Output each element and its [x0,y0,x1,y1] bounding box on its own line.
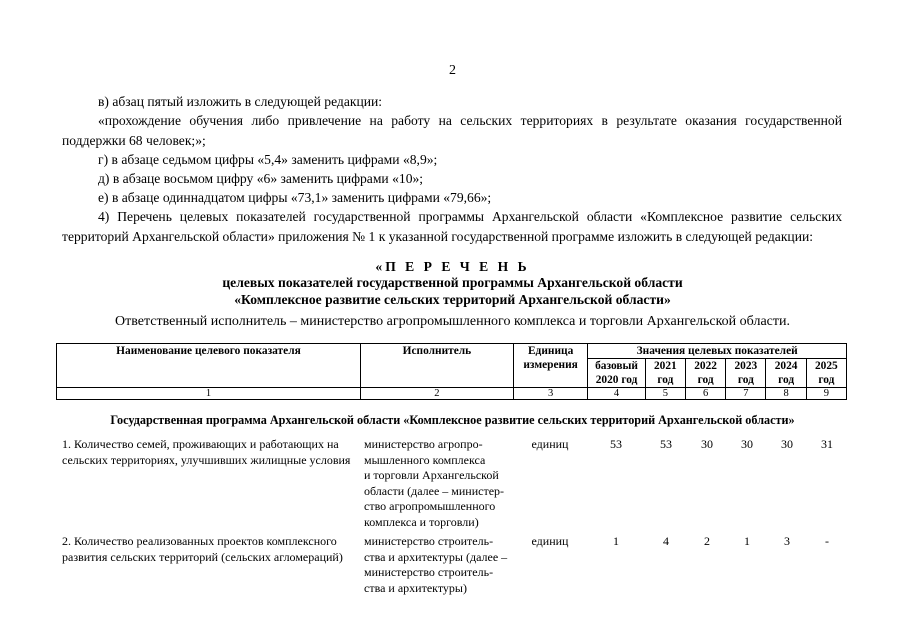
column-number: 4 [588,388,645,400]
value-base-2020: 1 [613,534,619,548]
header-year-base: базовый 2020 год [588,359,645,388]
column-number: 2 [360,388,513,400]
header-year-2024: 2024 год [766,359,806,388]
paragraph-v: в) абзац пятый изложить в следующей редакции: [98,94,383,109]
list-subtitle: целевых показателей государственной программы Архангельской области [222,275,683,290]
header-year-2022: 2022 год [685,359,725,388]
value-2024: 3 [784,534,790,548]
value-2022: 30 [701,437,713,451]
value-2025: - [825,534,829,548]
indicators-table-header [56,343,847,400]
header-year-2021: 2021 год [645,359,685,388]
header-name: Наименование целевого показателя [57,344,361,388]
column-number: 6 [685,388,725,400]
program-section-title: Государственная программа Архангельской области «Комплексное развитие сельских территорий Архангельской области» [110,413,795,427]
indicator-name: 2. Количество реализованных проектов комплексного развития сельских территорий (сельских агломераций) [62,534,343,564]
paragraph-e: е) в абзаце одиннадцатом цифры «73,1» заменить цифрами «79,66»; [98,190,492,205]
value-2025: 31 [821,437,833,451]
paragraph-g: г) в абзаце седьмом цифры «5,4» заменить цифрами «8,9»; [98,152,438,167]
indicator-executor: министерство строитель- ства и архитектуры (далее – министерство строитель- ства и архитектуры) [364,534,508,595]
responsible-executor: Ответственный исполнитель – министерство агропромышленного комплекса и торговли Архангельской области. [115,314,790,329]
indicator-unit: единиц [531,437,569,451]
value-2023: 1 [744,534,750,548]
value-2021: 4 [663,534,669,548]
header-unit [513,344,587,388]
column-number: 1 [57,388,361,400]
header-unit-line2: измерения [523,359,578,371]
program-name-title: «Комплексное развитие сельских территорий Архангельской области» [234,292,671,307]
indicator-name: 1. Количество семей, проживающих и работающих на сельских территориях, улучшивших жилищные условия [62,437,351,467]
column-number: 8 [766,388,806,400]
header-year-2023: 2023 год [726,359,766,388]
column-number: 9 [806,388,846,400]
indicator-unit: единиц [531,534,569,548]
header-values-group: Значения целевых показателей [588,344,847,359]
list-title: «П Е Р Е Ч Е Н Ь [375,259,530,274]
indicator-executor: министерство агропро- мышленного комплекса и торговли Архангельской области (далее – министер- ство агропромышленного комплекса и торговли) [364,437,505,529]
value-2022: 2 [704,534,710,548]
value-2021: 53 [660,437,672,451]
column-number: 3 [513,388,587,400]
page-number: 2 [449,63,456,78]
paragraph-quote: «прохождение обучения либо привлечение на работу на сельских территориях в результате оказания государственной поддержки 68 человек;»; [62,113,842,148]
header-year-2025: 2025 год [806,359,846,388]
value-2023: 30 [741,437,753,451]
value-base-2020: 53 [610,437,622,451]
header-unit-line1: Единица [527,345,574,357]
column-number: 5 [645,388,685,400]
paragraph-d: д) в абзаце восьмом цифру «6» заменить цифрами «10»; [98,171,424,186]
header-executor: Исполнитель [360,344,513,388]
column-number: 7 [726,388,766,400]
paragraph-4: 4) Перечень целевых показателей государственной программы Архангельской области «Комплексное развитие сельских территорий Архангельской области» приложения № 1 к указанной государственной программе изложить в следующей редакции: [62,209,842,244]
value-2024: 30 [781,437,793,451]
